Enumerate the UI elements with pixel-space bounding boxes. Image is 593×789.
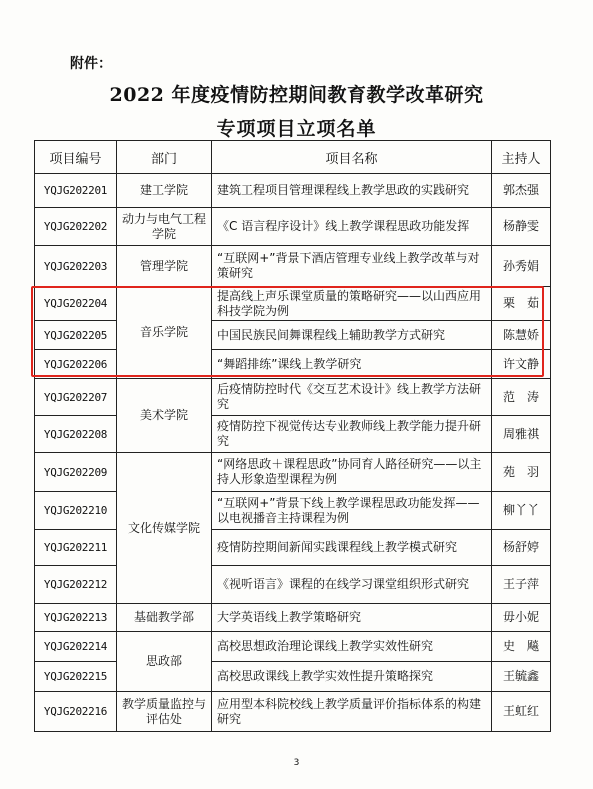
project-name: 应用型本科院校线上教学质量评价指标体系的构建研究 [212,692,492,732]
project-code: YQJG202213 [35,604,117,632]
project-host: 郭杰强 [492,174,551,208]
department: 文化传媒学院 [117,453,212,604]
project-name: 《视听语言》课程的在线学习课堂组织形式研究 [212,566,492,604]
department: 管理学院 [117,246,212,287]
project-code: YQJG202203 [35,246,117,287]
project-name: 提高线上声乐课堂质量的策略研究——以山西应用科技学院为例 [212,287,492,321]
project-code: YQJG202212 [35,566,117,604]
table-row [35,662,551,692]
project-code: YQJG202215 [35,662,117,692]
document-title: 2022 年度疫情防控期间教育教学改革研究 [109,84,484,106]
project-code: YQJG202208 [35,416,117,453]
project-host: 王毓鑫 [492,662,551,692]
project-code: YQJG202210 [35,492,117,530]
department: 动力与电气工程学院 [117,208,212,246]
header-host: 主持人 [492,141,551,174]
project-name: “舞蹈排练”课线上教学研究 [212,350,492,379]
project-code: YQJG202207 [35,379,117,416]
project-code: YQJG202201 [35,174,117,208]
project-name: 疫情防控期间新闻实践课程线上教学模式研究 [212,530,492,566]
project-code: YQJG202205 [35,321,117,350]
table-row [35,208,551,246]
project-host: 杨静雯 [492,208,551,246]
header-dept: 部门 [117,141,212,174]
project-host: 杨舒婷 [492,530,551,566]
highlight-box [31,286,544,377]
project-name: 高校思想政治理论课线上教学实效性研究 [212,632,492,662]
annex-label: 附件： [70,56,112,72]
project-host: 王虹红 [492,692,551,732]
project-host: 史 飚 [492,632,551,662]
table-header-row [35,141,551,174]
page-number: 3 [293,758,300,768]
department: 建工学院 [117,174,212,208]
project-name: 《C 语言程序设计》线上教学课程思政功能发挥 [212,208,492,246]
table-row [35,530,551,566]
header-name: 项目名称 [212,141,492,174]
project-name: “互联网+”背景下酒店管理专业线上教学改革与对策研究 [212,246,492,287]
table-row [35,566,551,604]
project-name: 建筑工程项目管理课程线上教学思政的实践研究 [212,174,492,208]
project-code: YQJG202202 [35,208,117,246]
project-name: “互联网+”背景下线上教学课程思政功能发挥——以电视播音主持课程为例 [212,492,492,530]
project-code: YQJG202216 [35,692,117,732]
project-host: 许文静 [492,350,551,379]
department: 美术学院 [117,379,212,453]
table-row [35,416,551,453]
project-name: “网络思政＋课程思政”协同育人路径研究——以主持人形象造型课程为例 [212,453,492,492]
document-subtitle: 专项项目立项名单 [216,118,377,140]
project-name: 疫情防控下视觉传达专业教师线上教学能力提升研究 [212,416,492,453]
department: 教学质量监控与评估处 [117,692,212,732]
project-name: 高校思政课线上教学实效性提升策略探究 [212,662,492,692]
project-code: YQJG202214 [35,632,117,662]
department: 音乐学院 [117,287,212,379]
project-host: 孙秀娟 [492,246,551,287]
project-host: 周雅祺 [492,416,551,453]
table-row [35,692,551,732]
project-host: 毋小妮 [492,604,551,632]
project-name: 大学英语线上教学策略研究 [212,604,492,632]
project-code: YQJG202211 [35,530,117,566]
project-host: 陈慧娇 [492,321,551,350]
table-row [35,632,551,662]
project-name: 中国民族民间舞课程线上辅助教学方式研究 [212,321,492,350]
project-code: YQJG202206 [35,350,117,379]
project-host: 栗 茹 [492,287,551,321]
project-host: 范 涛 [492,379,551,416]
project-code: YQJG202204 [35,287,117,321]
table-row [35,379,551,416]
table-row [35,604,551,632]
project-host: 柳丫丫 [492,492,551,530]
department: 思政部 [117,632,212,692]
table-row [35,246,551,287]
project-host: 苑 羽 [492,453,551,492]
project-code: YQJG202209 [35,453,117,492]
table-row [35,492,551,530]
project-host: 王子萍 [492,566,551,604]
project-name: 后疫情防控时代《交互艺术设计》线上教学方法研究 [212,379,492,416]
table-row [35,453,551,492]
header-code: 项目编号 [35,141,117,174]
table-row [35,174,551,208]
department: 基础教学部 [117,604,212,632]
project-list-table [34,140,551,732]
